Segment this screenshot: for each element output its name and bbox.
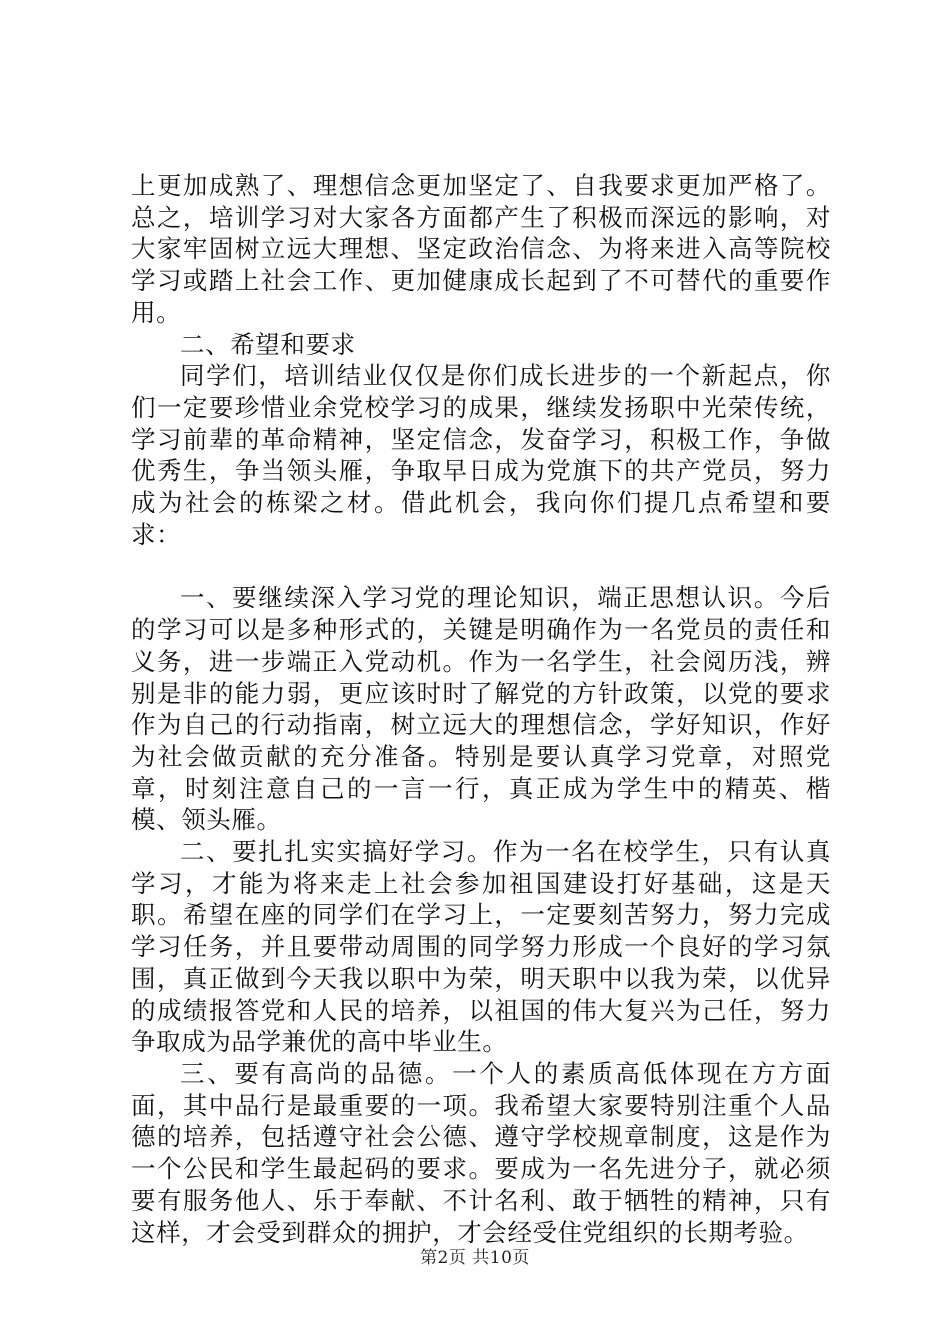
paragraph-continuation: 上更加成熟了、理想信念更加坚定了、自我要求更加严格了。总之，培训学习对大家各方面都产生了积极而深远的影响，对大家牢固树立远大理想、坚定政治信念、为将来进入高等院校学习或踏上社会工作、更加健康成长起到了不可替代的重要作用。 xyxy=(131,171,831,327)
paragraph-point-1: 一、要继续深入学习党的理论知识，端正思想认识。今后的学习可以是多种形式的，关键是明确作为一名党员的责任和义务，进一步端正入党动机。作为一名学生，社会阅历浅，辨别是非的能力弱，更应该时时了解党的方针政策，以党的要求作为自己的行动指南，树立远大的理想信念，学好知识，作好为社会做贡献的充分准备。特别是要认真学习党章，对照党章，时刻注意自己的一言一行，真正成为学生中的精英、楷模、领头雁。 xyxy=(131,583,831,835)
document-body xyxy=(131,170,831,1248)
paragraph-point-3: 三、要有高尚的品德。一个人的素质高低体现在方方面面，其中品行是最重要的一项。我希望大家要特别注重个人品德的培养，包括遵守社会公德、遵守学校规章制度，这是作为一个公民和学生最起码的要求。要成为一名先进分子，就必须要有服务他人、乐于奉献、不计名利、敢于牺牲的精神，只有这样，才会受到群众的拥护，才会经受住党组织的长期考验。 xyxy=(131,1058,831,1247)
section-heading: 二、希望和要求 xyxy=(180,329,356,359)
paragraph-intro: 同学们，培训结业仅仅是你们成长进步的一个新起点，你们一定要珍惜业余党校学习的成果，继续发扬职中光荣传统，学习前辈的革命精神，坚定信念，发奋学习，积极工作，争做优秀生，争当领头雁，争取早日成为党旗下的共产党员，努力成为社会的栋梁之材。借此机会，我向你们提几点希望和要求： xyxy=(131,361,831,549)
paragraph-spacer xyxy=(131,550,831,582)
paragraph-point-2: 二、要扎扎实实搞好学习。作为一名在校学生，只有认真学习，才能为将来走上社会参加祖国建设打好基础，这是天职。希望在座的同学们在学习上，一定要刻苦努力，努力完成学习任务，并且要带动周围的同学努力形成一个良好的学习氛围，真正做到今天我以职中为荣，明天职中以我为荣，以优异的成绩报答党和人民的培养，以祖国的伟大复兴为己任，努力争取成为品学兼优的高中毕业生。 xyxy=(131,837,831,1057)
page-number: 第2页 共10页 xyxy=(420,1248,530,1268)
